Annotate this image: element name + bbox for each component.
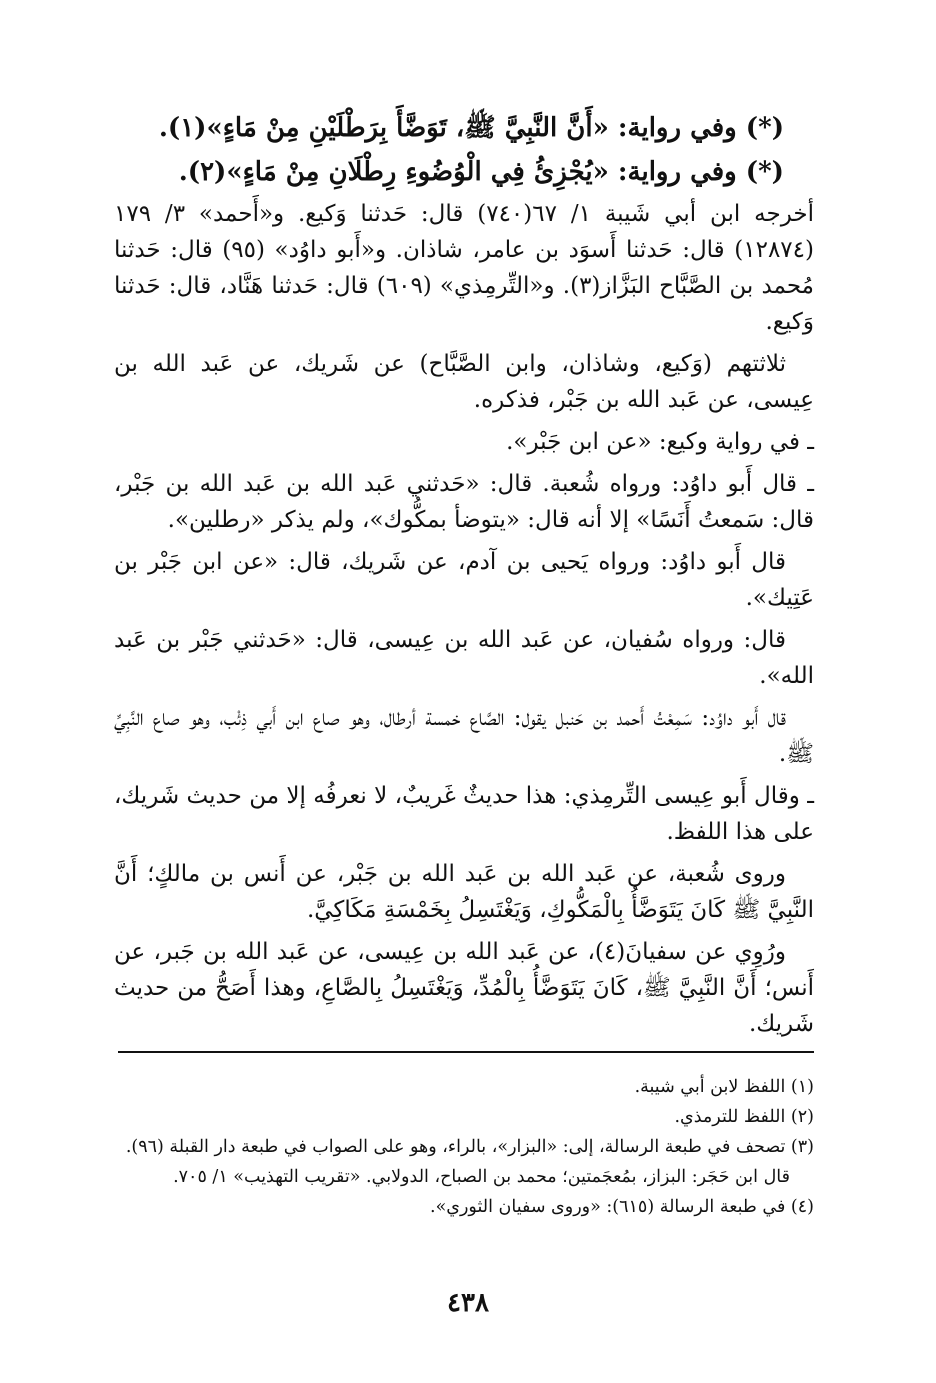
takhrij-paragraph: أخرجه ابن أبي شَيبة ١/ ٦٧(٧٤٠) قال: حَدثنا وَكيع. و«أَحمد» ٣/ ١٧٩ (١٢٨٧٤) قال: حَدثنا أَسوَد بن عامر، شاذان. و«أَبو داوُد» (٩٥) قال: حَدثنا مُحمد بن الصَّبَّاح البَزَّاز(٣). و«التِّرمِذي» (٦٠٩) قال: حَدثنا هَنَّاد، قال: حَدثنا وَكيع. [114,201,815,335]
footnote-divider [118,1051,814,1053]
main-text [114,108,814,1048]
footnotes [109,1072,814,1222]
note-tirmidhi: ـ وقال أَبو عِيسى التِّرمِذي: هذا حديثٌ غَريبٌ، لا نعرفُه إلا من حديث شَريك، على هذا اللفظ. [114,783,814,845]
narration-variant-1: (*) وفي رواية: «أَنَّ النَّبِيَّ ﷺ، تَوَضَّأَ بِرَطْلَيْنِ مِنْ مَاءٍ»(١). [158,113,784,143]
footnote-3: (٣) تصحف في طبعة الرسالة، إلى: «البزار»، بالراء، وهو على الصواب في طبعة دار القبلة (٩٦). [125,1137,814,1157]
footnote-3-continued: قال ابن حَجَر: البزاز، بمُعجَمتين؛ محمد بن الصباح، الدولابي. «تقريب التهذيب» ١/ ٧٠٥. [173,1167,790,1187]
footnote-1: (١) اللفظ لابن أبي شيبة. [634,1077,814,1097]
page-number: ٤٣٨ [447,1288,489,1318]
isnad-paragraph: ثلاثتهم (وَكيع، وشاذان، وابن الصَّبَّاح) عن شَريك، عن عَبد الله بن عِيسى، عن عَبد الله بن جَبْر، فذكره. [114,351,814,413]
note-waki: ـ في رواية وكيع: «عن ابن جَبْر». [506,429,814,455]
footnote-2: (٢) اللفظ للترمذي. [674,1107,814,1127]
narration-sufyan-anas: ورُوِي عن سفيانَ(٤)، عن عَبد الله بن عِيسى، عن عَبد الله بن جَبر، عن أَنس؛ أَنَّ النَّبِيَّ ﷺ، كَانَ يَتَوَضَّأُ بِالْمُدِّ، وَيَغْتَسِلُ بِالصَّاعِ، وهذا أَصَحُّ من حديث شَريك. [114,939,814,1037]
note-sufyan: قال: ورواه سُفيان، عن عَبد الله بن عِيسى، قال: «حَدثني جَبْر بن عَبد الله». [114,627,814,689]
narration-shuba-anas: وروى شُعبة، عن عَبد الله بن عَبد الله بن جَبْر، عن أَنس بن مالكٍ؛ أَنَّ النَّبِيَّ ﷺ كَانَ يَتَوَضَّأُ بِالْمَكُّوكِ، وَيَغْتَسِلُ بِخَمْسَةِ مَكَاكِيَّ. [114,861,814,923]
narration-variant-2: (*) وفي رواية: «يُجْزِئُ فِي الْوُضُوءِ رِطْلَانِ مِنْ مَاءٍ»(٢). [178,157,784,187]
note-abu-dawud-shuba: ـ قال أَبو داوُد: ورواه شُعبة. قال: «حَدثني عَبد الله بن عَبد الله بن جَبْر، قال: سَمعتُ أَنَسًا» إلا أنه قال: «يتوضأ بمكُّوك»، ولم يذكر «رطلين». [114,471,814,533]
note-ahmad-saa: قال أَبو داوُد: سَمِعْتُ أَحمد بن حَنبل يقول: الصَّاع خمسة أرطال، وهو صاع ابن أَبي ذِئْب، وهو صاع النَّبِيِّ ﷺ. [114,705,814,767]
note-abu-dawud-yahya: قال أَبو داوُد: ورواه يَحيى بن آدم، عن شَريك، قال: «عن ابن جَبْر بن عَتِيك». [114,549,814,611]
footnote-4: (٤) في طبعة الرسالة (٦١٥): «وروى سفيان الثوري». [430,1197,814,1217]
